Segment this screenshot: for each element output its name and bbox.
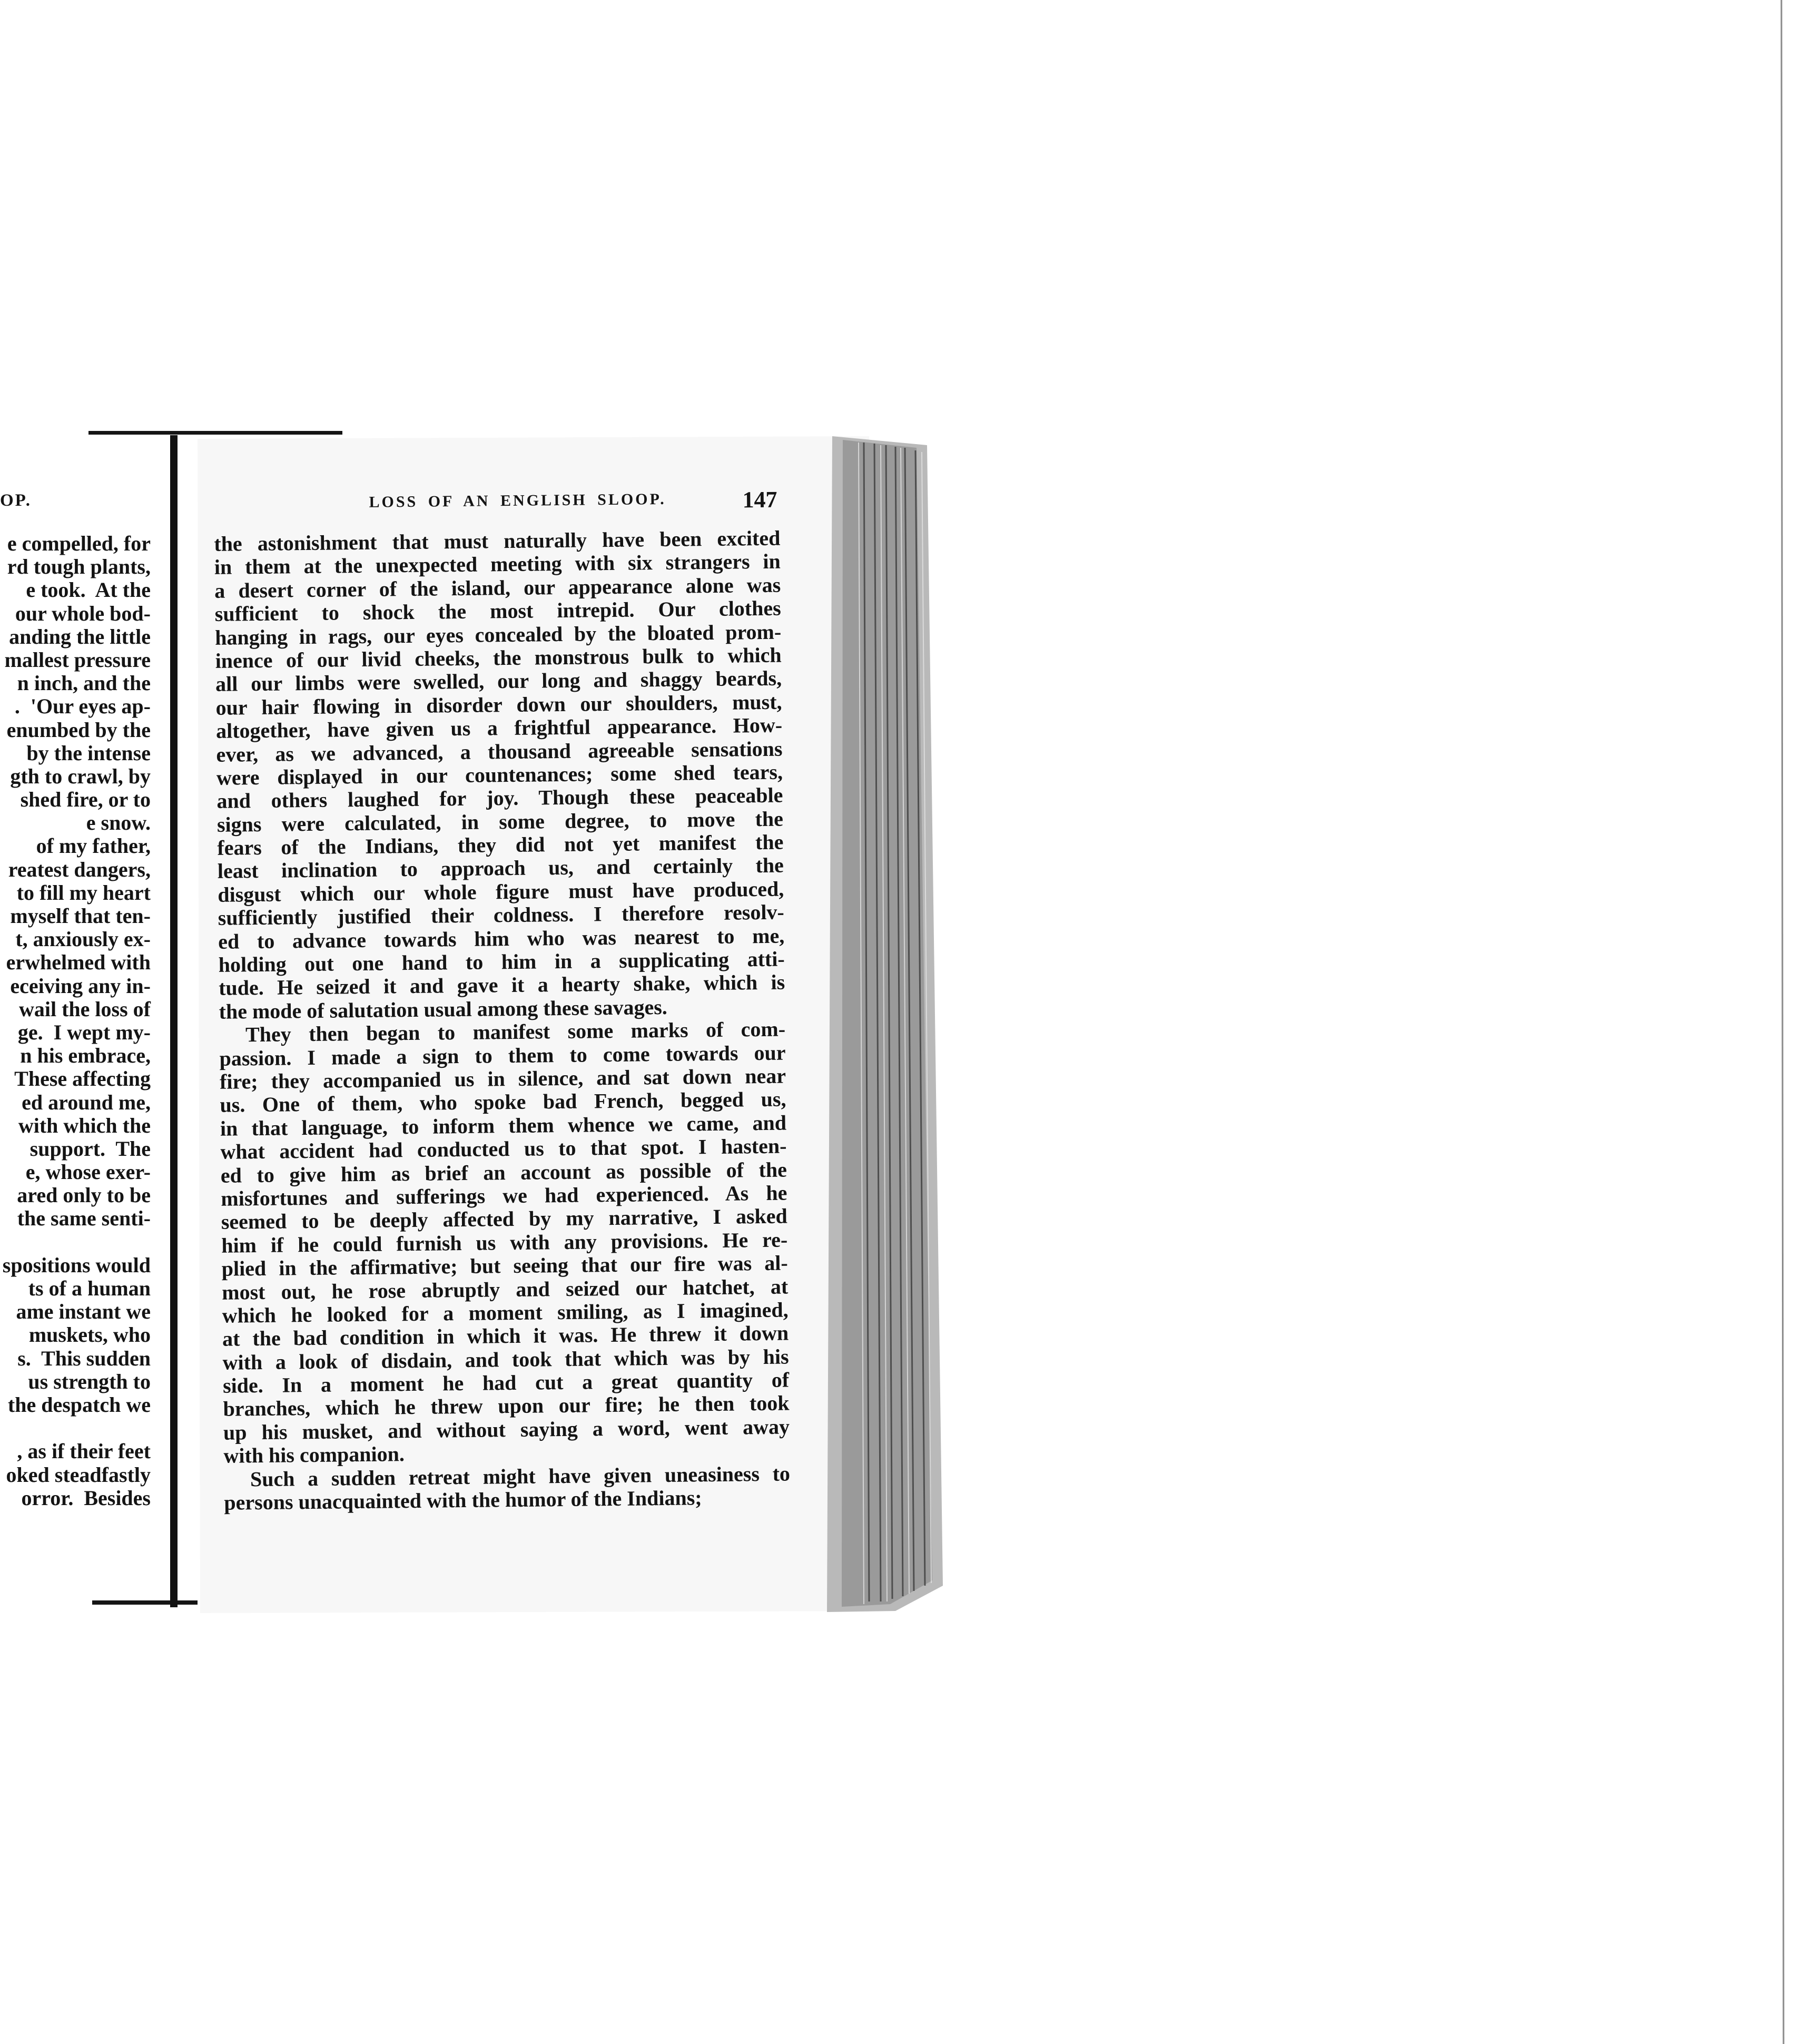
text-line: disgust which our whole figure must have produced, bbox=[218, 877, 784, 907]
text-line: at the bad condition in which it was. He threw it down bbox=[222, 1321, 789, 1351]
text-line: plied in the affirmative; but seeing that our fire was al- bbox=[221, 1251, 788, 1281]
left-text-line: our whole bod- bbox=[15, 601, 151, 625]
text-line: ed to advance towards him who was nearest to me, bbox=[218, 923, 785, 954]
text-line: most out, he rose abruptly and seized our hatchet, at bbox=[221, 1274, 789, 1304]
left-text-line: eceiving any in- bbox=[10, 974, 151, 998]
text-line: inence of our livid cheeks, the monstrous bulk to which bbox=[215, 643, 782, 673]
page-body-text bbox=[214, 527, 790, 1515]
left-text-line: These affecting bbox=[14, 1067, 151, 1091]
left-text-line: ge. I wept my- bbox=[17, 1020, 151, 1044]
text-line: passion. I made a sign to them to come towards our bbox=[219, 1040, 786, 1070]
text-line: side. In a moment he had cut a great quantity of bbox=[222, 1368, 790, 1398]
text-line: persons unacquainted with the humor of the Indians; bbox=[224, 1486, 702, 1515]
left-text-line: e took. At the bbox=[26, 578, 151, 602]
left-text-line: mallest pressure bbox=[4, 647, 151, 672]
right-page bbox=[208, 471, 820, 1610]
text-line: with a look of disdain, and took that which was by his bbox=[222, 1344, 789, 1374]
text-line: ed to give him as brief an account as possible of the bbox=[220, 1157, 787, 1187]
left-text-line: of my father, bbox=[36, 834, 151, 858]
left-text-line: us strength to bbox=[28, 1369, 151, 1393]
text-line: altogether, have given us a frightful appearance. How- bbox=[215, 713, 783, 743]
left-text-line bbox=[0, 1417, 151, 1440]
left-text-line: e snow. bbox=[86, 811, 151, 835]
left-text-line: oked steadfastly bbox=[6, 1462, 151, 1487]
text-line: sufficiently justified their coldness. I therefore resolv- bbox=[218, 900, 784, 930]
left-text-line: to fill my heart bbox=[16, 880, 151, 905]
left-text-line: rd tough plants, bbox=[7, 555, 151, 579]
text-line: Such a sudden retreat might have given uneasiness to bbox=[250, 1461, 791, 1491]
text-line: all our limbs were swelled, our long and shaggy beards, bbox=[215, 666, 782, 696]
text-line: the mode of salutation usual among these savages. bbox=[219, 995, 667, 1024]
left-text-line: myself that ten- bbox=[10, 904, 151, 928]
text-line: up his musket, and without saying a word, went away bbox=[223, 1414, 790, 1444]
text-line: with his companion. bbox=[223, 1442, 405, 1468]
left-text-line: ared only to be bbox=[17, 1183, 151, 1207]
left-text-line: support. The bbox=[29, 1136, 151, 1161]
text-line: signs were calculated, in some degree, to move the bbox=[216, 807, 784, 837]
left-text-line: wail the loss of bbox=[19, 997, 151, 1021]
text-line: a desert corner of the island, our appearance alone was bbox=[214, 573, 781, 603]
running-head bbox=[211, 488, 777, 520]
left-text-line: ame instant we bbox=[16, 1300, 151, 1324]
text-line: holding out one hand to him in a supplicating atti- bbox=[218, 947, 785, 977]
left-text-line: e compelled, for bbox=[7, 532, 151, 555]
left-text-line: reatest dangers, bbox=[8, 857, 151, 881]
left-text-line: . 'Our eyes ap- bbox=[14, 694, 151, 719]
left-text-line: erwhelmed with bbox=[6, 950, 151, 975]
left-text-line: orror. Besides bbox=[21, 1486, 151, 1510]
text-line: fears of the Indians, they did not yet manifest the bbox=[217, 830, 784, 860]
text-line: fire; they accompanied us in silence, and sat down near bbox=[219, 1064, 786, 1094]
left-page-text bbox=[0, 532, 151, 1510]
left-running-head: OP. bbox=[0, 491, 32, 510]
text-line: ever, as we advanced, a thousand agreeable sensations bbox=[216, 736, 783, 766]
text-line: seemed to be deeply affected by my narrative, I asked bbox=[221, 1204, 788, 1234]
left-text-line: n his embrace, bbox=[20, 1044, 151, 1068]
left-text-line: the despatch we bbox=[7, 1392, 151, 1417]
text-line: They then began to manifest some marks of com- bbox=[245, 1017, 786, 1047]
text-line: least inclination to approach us, and certainly the bbox=[217, 853, 784, 883]
text-line: misfortunes and sufferings we had experienced. As he bbox=[221, 1181, 787, 1211]
text-line: him if he could furnish us with any provisions. He re- bbox=[221, 1227, 788, 1257]
left-text-line: anding the little bbox=[9, 624, 151, 648]
left-text-line: spositions would bbox=[2, 1253, 151, 1277]
left-text-line: s. This sudden bbox=[17, 1346, 151, 1370]
left-text-line: enumbed by the bbox=[6, 718, 151, 742]
left-text-line: by the intense bbox=[26, 741, 151, 765]
text-line: and others laughed for joy. Though these peaceable bbox=[216, 783, 783, 813]
text-line: us. One of them, who spoke bad French, begged us, bbox=[220, 1087, 786, 1117]
text-line: sufficient to shock the most intrepid. Our clothes bbox=[214, 596, 781, 626]
text-line: hanging in rags, our eyes concealed by the bloated prom- bbox=[214, 620, 782, 650]
text-line: what accident had conducted us to that spot. I hasten- bbox=[220, 1134, 787, 1164]
text-line: in them at the unexpected meeting with six strangers in bbox=[214, 549, 781, 579]
text-line: were displayed in our countenances; some shed tears, bbox=[216, 760, 783, 790]
page-number: 147 bbox=[742, 486, 777, 513]
left-text-line: , as if their feet bbox=[17, 1439, 151, 1463]
left-page bbox=[0, 474, 174, 1586]
left-text-line: the same senti- bbox=[17, 1206, 151, 1231]
left-text-line: ed around me, bbox=[22, 1090, 151, 1114]
text-line: the astonishment that must naturally have been excited bbox=[214, 526, 781, 556]
left-text-line: n inch, and the bbox=[17, 671, 151, 695]
left-text-line: muskets, who bbox=[28, 1323, 151, 1347]
left-text-line: gth to crawl, by bbox=[10, 764, 151, 788]
left-text-line: e, whose exer- bbox=[25, 1160, 151, 1184]
text-line: tude. He seized it and gave it a hearty shake, which is bbox=[218, 970, 785, 1000]
text-line: branches, which he threw upon our fire; he then took bbox=[223, 1391, 790, 1421]
running-title: LOSS OF AN ENGLISH SLOOP. bbox=[369, 490, 666, 511]
left-text-line: shed fire, or to bbox=[20, 788, 151, 812]
left-text-line: with which the bbox=[18, 1113, 151, 1137]
text-line: our hair flowing in disorder down our shoulders, must, bbox=[215, 690, 782, 720]
left-text-line: t, anxiously ex- bbox=[15, 927, 151, 951]
text-line: in that language, to inform them whence we came, and bbox=[220, 1111, 787, 1141]
left-text-line: ts of a human bbox=[28, 1276, 151, 1300]
text-line: which he looked for a moment smiling, as I imagined, bbox=[222, 1298, 789, 1328]
left-text-line bbox=[0, 1231, 151, 1254]
